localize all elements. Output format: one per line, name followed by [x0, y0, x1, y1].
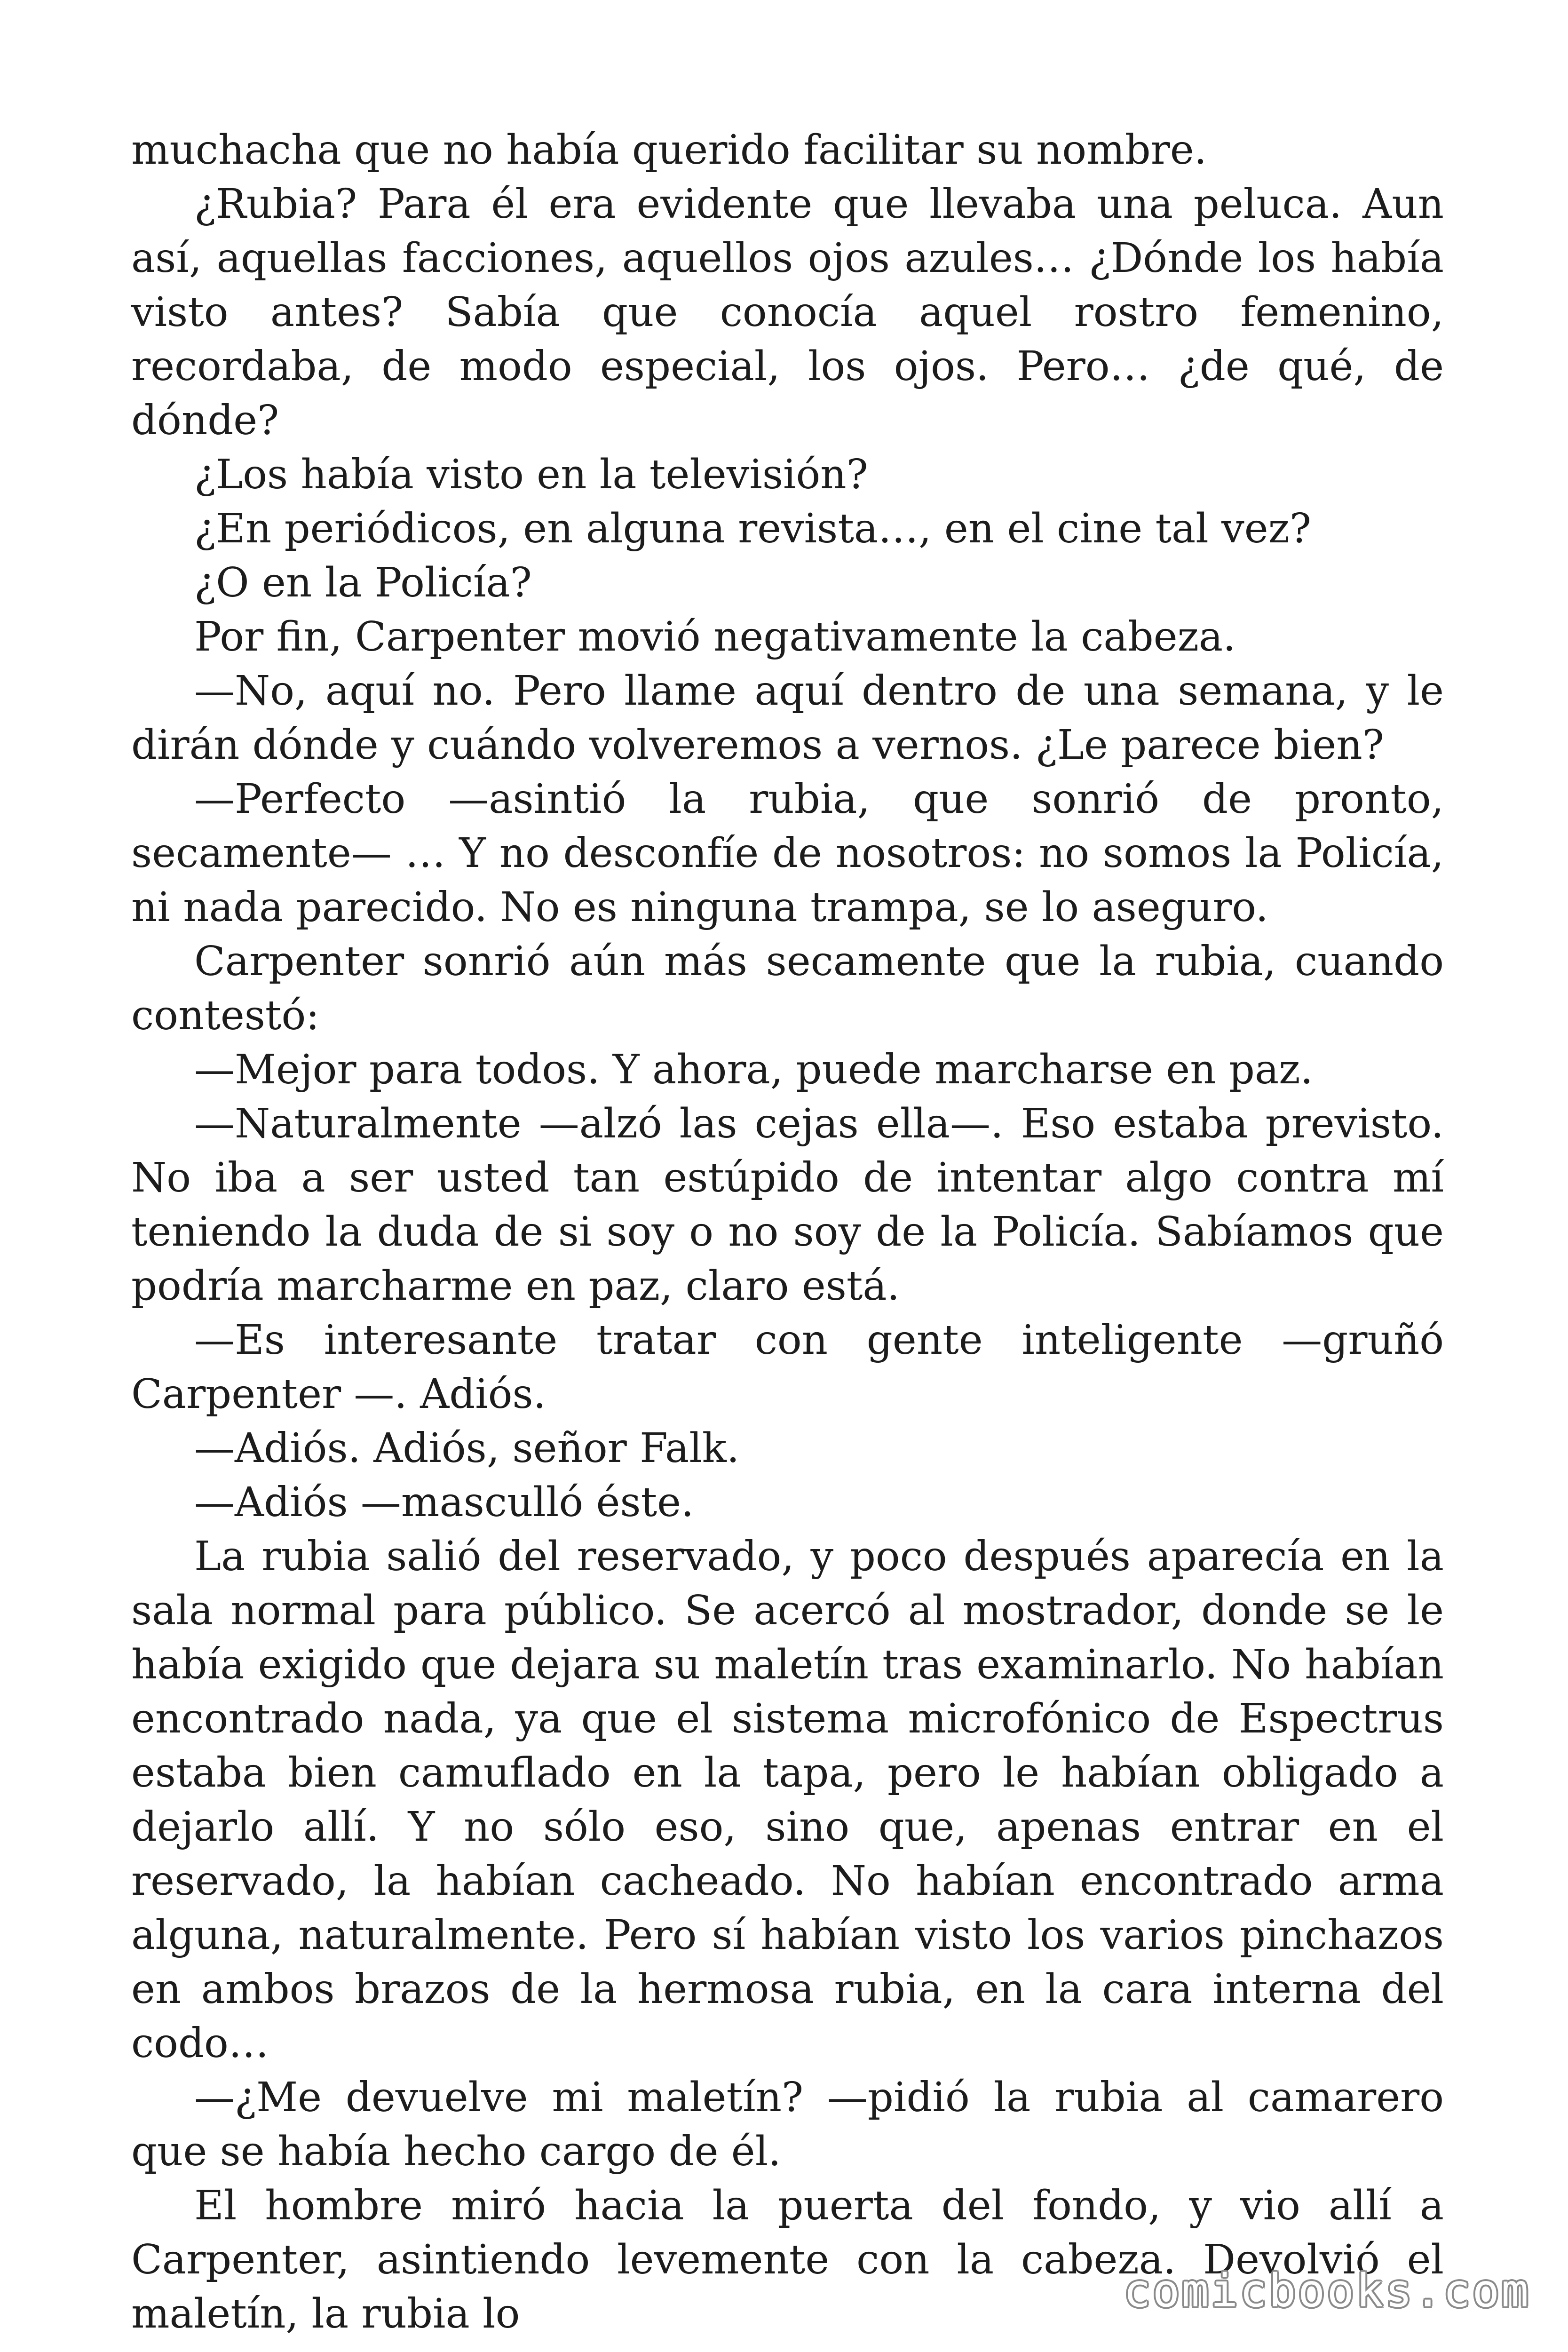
- paragraph-1: muchacha que no había querido facilitar su nombre.: [131, 127, 1207, 174]
- paragraph-17: El hombre miró hacia la puerta del fondo, y vio allí a Carpenter, asintiendo levemente con la cabeza. Devolvió el maletín, la rubia lo: [131, 2182, 1444, 2337]
- paragraph-4: ¿En periódicos, en alguna revista…, en el cine tal vez?: [194, 505, 1312, 552]
- paragraph-10: —Mejor para todos. Y ahora, puede marcharse en paz.: [194, 1046, 1313, 1093]
- paragraph-3: ¿Los había visto en la televisión?: [194, 451, 868, 498]
- body-text: [131, 123, 1444, 2341]
- watermark: comicbooks.com: [1123, 2265, 1530, 2317]
- paragraph-2: ¿Rubia? Para él era evidente que llevaba una peluca. Aun así, aquellas facciones, aquellos ojos azules… ¿Dónde los había visto antes? Sabía que conocía aquel rostro femenino, recordaba, de modo especial, los ojos. Pero… ¿de qué, de dónde?: [131, 181, 1444, 444]
- paragraph-16: —¿Me devuelve mi maletín? —pidió la rubia al camarero que se había hecho cargo de él.: [131, 2074, 1444, 2175]
- paragraph-9: Carpenter sonrió aún más secamente que la rubia, cuando contestó:: [131, 938, 1444, 1039]
- paragraph-12: —Es interesante tratar con gente inteligente —gruñó Carpenter —. Adiós.: [131, 1317, 1444, 1418]
- paragraph-11: —Naturalmente —alzó las cejas ella—. Eso estaba previsto. No iba a ser usted tan estúpido de intentar algo contra mí teniendo la duda de si soy o no soy de la Policía. Sabíamos que podría marcharme en paz, claro está.: [131, 1100, 1444, 1310]
- paragraph-13: —Adiós. Adiós, señor Falk.: [194, 1425, 740, 1472]
- paragraph-6: Por fin, Carpenter movió negativamente la cabeza.: [194, 613, 1236, 660]
- paragraph-15: La rubia salió del reservado, y poco después aparecía en la sala normal para público. Se acercó al mostrador, donde se le había exigido que dejara su maletín tras examinarlo. No habían encontrado nada, ya que el sistema microfónico de Espectrus estaba bien camuflado en la tapa, pero le habían obligado a dejarlo allí. Y no sólo eso, sino que, apenas entrar en el reservado, la habían cacheado. No habían encontrado arma alguna, naturalmente. Pero sí habían visto los varios pinchazos en ambos brazos de la hermosa rubia, en la cara interna del codo…: [131, 1533, 1444, 2067]
- paragraph-8: —Perfecto —asintió la rubia, que sonrió de pronto, secamente— … Y no desconfíe de nosotros: no somos la Policía, ni nada parecido. No es ninguna trampa, se lo aseguro.: [131, 776, 1444, 931]
- paragraph-14: —Adiós —masculló éste.: [194, 1479, 694, 1526]
- paragraph-7: —No, aquí no. Pero llame aquí dentro de una semana, y le dirán dónde y cuándo volveremos a vernos. ¿Le parece bien?: [131, 667, 1444, 769]
- paragraph-5: ¿O en la Policía?: [194, 559, 532, 606]
